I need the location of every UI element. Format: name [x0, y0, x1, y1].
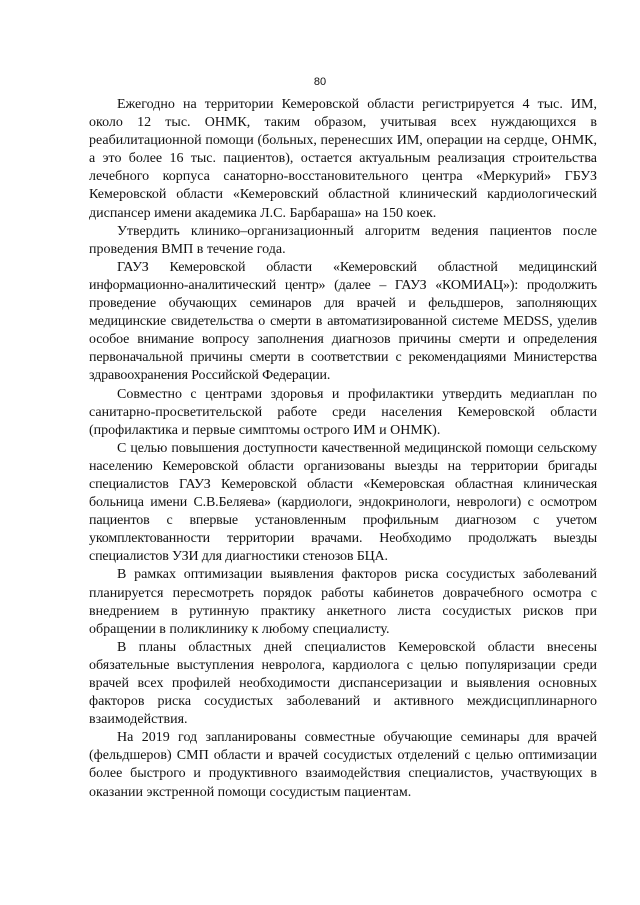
paragraph-specialist-days: В планы областных дней специалистов Кемеровской области внесены обязательные выступления невролога, кардиолога с целью популяризации среди врачей всех профилей необходимости диспансеризации и выявления основных факторов риска сосудистых заболеваний и активного междисциплинарного взаимодействия.: [89, 639, 597, 728]
paragraph-media-plan: Совместно с центрами здоровья и профилактики утвердить медиаплан по санитарно-просветительской работе среди населения Кемеровской области (профилактика и первые симптомы острого ИМ и ОНМК).: [89, 386, 597, 438]
paragraph-komiac-seminars: ГАУЗ Кемеровской области «Кемеровский областной медицинский информационно-аналитический центр» (далее – ГАУЗ «КОМИАЦ»): продолжить проведение обучающих семинаров для врачей и фельдшеров, заполняющих медицинские свидетельства о смерти в автоматизированной системе MEDSS, уделив особое внимание вопросу заполнения диагнозов причины смерти и определения первоначальной причины смерти в соответствии с рекомендациями Министерства здравоохранения Российской Федерации.: [89, 259, 597, 384]
paragraph-clinical-algorithm: Утвердить клинико–организационный алгоритм ведения пациентов после проведения ВМП в течение года.: [89, 223, 597, 257]
page-number: 80: [313, 76, 327, 88]
paragraph-rural-care: С целью повышения доступности качественной медицинской помощи сельскому населению Кемеровской области организованы выезды на территории бригады специалистов ГАУЗ Кемеровской области «Кемеровская областная клиническая больница имени С.В.Беляева» (кардиологи, эндокринологи, неврологи) с осмотром пациентов с впервые установленным профильным диагнозом с учетом укомплектованности территории врачами. Необходимо продолжать выезды специалистов УЗИ для диагностики стенозов БЦА.: [89, 440, 597, 565]
paragraph-risk-factors: В рамках оптимизации выявления факторов риска сосудистых заболеваний планируется пересмотреть порядок работы кабинетов доврачебного осмотра с внедрением в рутинную практику анкетного листа сосудистых рисков при обращении в поликлинику к любому специалисту.: [89, 567, 597, 637]
body-text: [89, 96, 597, 802]
paragraph-seminars-2019: На 2019 год запланированы совместные обучающие семинары для врачей (фельдшеров) СМП области и врачей сосудистых отделений с целью оптимизации более быстрого и продуктивного взаимодействия специалистов, участвующих в оказании экстренной помощи сосудистым пациентам.: [89, 730, 597, 800]
paragraph-rehabilitation-center: Ежегодно на территории Кемеровской области регистрируется 4 тыс. ИМ, около 12 тыс. ОНМК, таким образом, учитывая всех нуждающихся в реабилитационной помощи (больных, перенесших ИМ, операции на сердце, ОНМК, а это более 16 тыс. пациентов), остается актуальным реализация строительства лечебного корпуса санаторно-восстановительного центра «Меркурий» ГБУЗ Кемеровской области «Кемеровский областной клинический кардиологический диспансер имени академика Л.С. Барбараша» на 150 коек.: [89, 97, 597, 221]
